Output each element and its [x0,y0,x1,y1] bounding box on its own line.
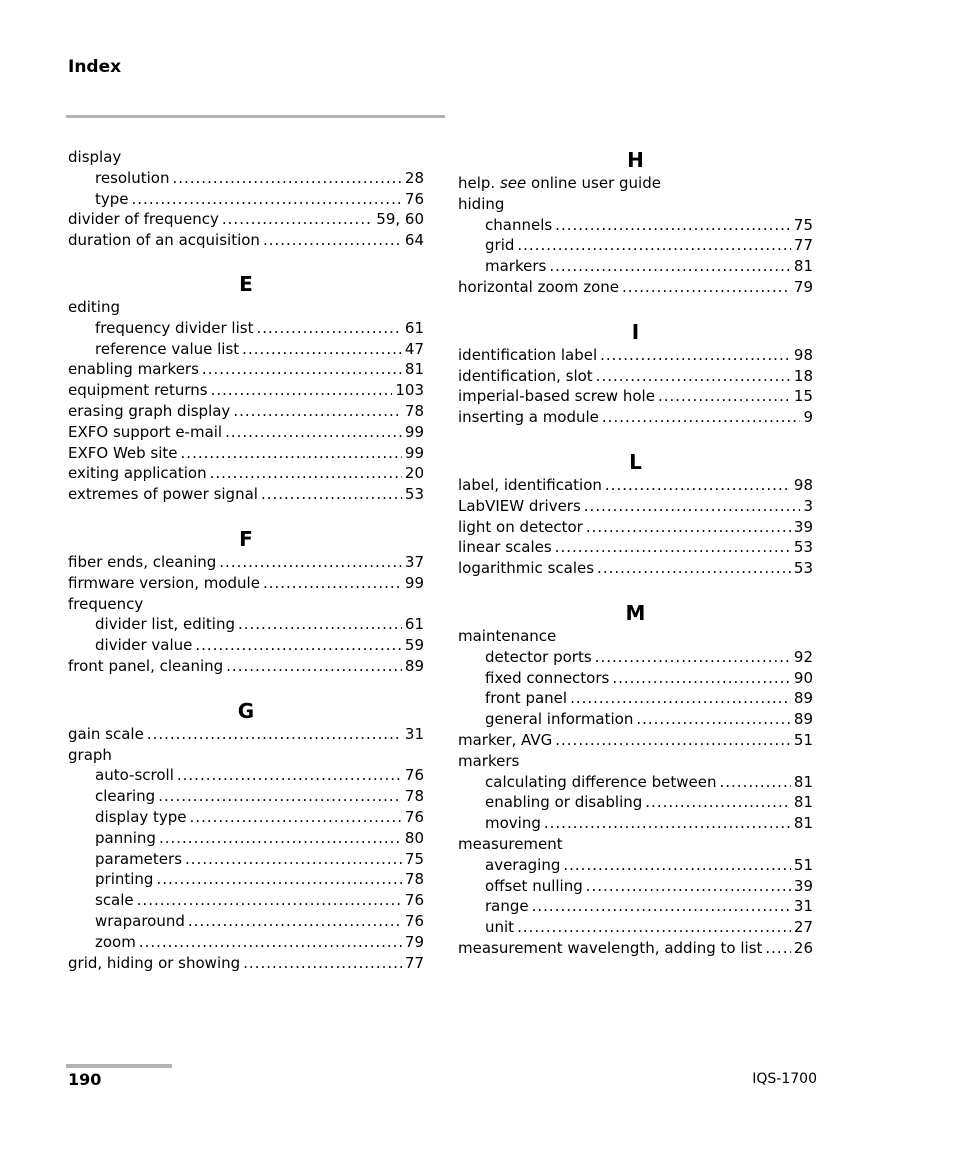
entry-page-number: 59, 60 [376,210,424,229]
index-subentry [68,911,424,932]
entry-term: maintenance [458,626,557,645]
entry-term: auto-scroll [95,766,174,785]
dot-leader [202,359,402,380]
entry-term: exiting application [68,464,207,483]
entry-page-number: 81 [793,257,813,276]
entry-term: front panel [485,689,568,708]
index-section [458,600,813,959]
entry-term: graph [68,745,112,764]
entry-page-number: 51 [793,730,813,749]
index-subentry [458,855,813,876]
index-entry [458,345,813,366]
entry-term: erasing graph display [68,401,231,420]
entry-page-number: 31 [404,724,424,743]
entry-page-number: 80 [404,828,424,847]
index-entry [68,297,424,318]
header-divider [66,115,445,118]
index-entry [68,594,424,615]
entry-page-number: 77 [793,236,813,255]
entry-term: wraparound [95,911,185,930]
index-entry [458,834,813,855]
entry-term: gain scale [68,724,144,743]
entry-term: linear scales [458,538,552,557]
entry-term: display type [95,807,187,826]
dot-leader [132,189,402,210]
footer-divider [66,1064,172,1068]
entry-page-number: 79 [404,932,424,951]
entry-term: general information [485,710,634,729]
index-section [68,698,424,974]
index-entry [458,386,813,407]
entry-page-number: 18 [793,366,813,385]
entry-term: enabling markers [68,360,199,379]
entry-page-number: 61 [404,318,424,337]
index-column-right [458,147,813,959]
dot-leader [222,209,373,230]
dot-leader [658,386,791,407]
index-section [68,147,424,251]
dot-leader [586,876,791,897]
entry-term: light on detector [458,517,583,536]
index-subentry [68,168,424,189]
index-entry [458,517,813,538]
index-entry [68,745,424,766]
dot-leader [139,932,402,953]
entry-page-number: 76 [404,807,424,826]
index-subentry [458,709,813,730]
entry-page-number: 27 [793,918,813,937]
dot-leader [645,792,791,813]
entry-page-number: 53 [404,485,424,504]
index-subentry [458,772,813,793]
entry-page-number: 75 [404,849,424,868]
entry-page-number: 53 [793,559,813,578]
page-number: 190 [68,1070,102,1089]
entry-term: fiber ends, cleaning [68,552,217,571]
index-section [68,271,424,505]
index-subentry [458,668,813,689]
entry-term: grid, hiding or showing [68,953,241,972]
entry-page-number: 47 [404,339,424,358]
entry-page-number: 98 [793,475,813,494]
entry-page-number: 3 [803,496,813,515]
index-entry [68,209,424,230]
entry-page-number: 37 [404,552,424,571]
index-section [68,526,424,677]
dot-leader [225,422,402,443]
dot-leader [190,807,402,828]
entry-term: inserting a module [458,408,599,427]
entry-term: EXFO support e-mail [68,422,223,441]
index-entry [458,366,813,387]
dot-leader [570,688,791,709]
entry-page-number: 89 [793,710,813,729]
dot-leader [242,339,402,360]
entry-term: frequency [68,594,144,613]
entry-term: editing [68,297,120,316]
index-entry [458,938,813,959]
entry-term: display [68,148,122,166]
index-subentry [68,635,424,656]
dot-leader [211,380,393,401]
dot-leader [256,318,401,339]
dot-leader [219,552,402,573]
entry-term: averaging [485,855,561,874]
index-column-left [68,147,424,973]
entry-page-number: 99 [404,573,424,592]
index-subentry [68,932,424,953]
entry-page-number: 89 [404,656,424,675]
index-subentry [458,256,813,277]
dot-leader [185,849,402,870]
entry-page-number: 28 [404,168,424,187]
entry-term: calculating difference between [485,772,717,791]
index-subentry [458,647,813,668]
entry-term: channels [485,215,553,234]
entry-page-number: 76 [404,189,424,208]
index-entry [458,475,813,496]
entry-page-number: 78 [404,401,424,420]
dot-leader [517,235,791,256]
entry-page-number: 26 [793,938,813,957]
entry-term: markers [485,257,547,276]
index-entry [68,463,424,484]
index-subentry [68,339,424,360]
entry-page-number: 81 [793,793,813,812]
dot-leader [195,635,402,656]
index-subentry [458,896,813,917]
index-entry [68,422,424,443]
index-subentry [458,813,813,834]
entry-term: detector ports [485,647,592,666]
index-subentry [68,786,424,807]
index-entry [458,173,813,194]
entry-term: hiding [458,194,505,213]
entry-term: scale [95,891,134,910]
dot-leader [159,828,402,849]
section-letter: M [625,600,646,625]
index-subentry [68,765,424,786]
entry-term: clearing [95,787,156,806]
index-entry [68,552,424,573]
entry-page-number: 79 [793,277,813,296]
entry-page-number: 20 [404,464,424,483]
index-entry [458,537,813,558]
dot-leader [555,215,791,236]
entry-term: enabling or disabling [485,793,643,812]
entry-term: help. see online user guide [458,174,661,192]
dot-leader [563,855,791,876]
entry-page-number: 98 [793,345,813,364]
entry-term: fixed connectors [485,668,610,687]
entry-page-number: 77 [404,953,424,972]
entry-term: resolution [95,168,170,187]
index-subentry [458,688,813,709]
entry-page-number: 76 [404,911,424,930]
index-entry [68,230,424,251]
entry-page-number: 76 [404,766,424,785]
entry-term: reference value list [95,339,240,358]
entry-term: parameters [95,849,183,868]
index-section [458,319,813,428]
entry-page-number: 81 [793,814,813,833]
section-letter: L [629,449,642,474]
index-subentry [68,828,424,849]
dot-leader [517,917,791,938]
dot-leader [765,938,791,959]
dot-leader [555,730,791,751]
section-letter: G [237,698,255,723]
dot-leader [181,443,402,464]
entry-term: unit [485,918,515,937]
index-entry [458,277,813,298]
dot-leader [595,647,791,668]
index-entry [68,724,424,745]
entry-page-number: 76 [404,891,424,910]
entry-page-number: 78 [404,787,424,806]
entry-page-number: 92 [793,647,813,666]
entry-term: duration of an acquisition [68,231,260,250]
index-entry [458,194,813,215]
dot-leader [226,656,402,677]
entry-term: horizontal zoom zone [458,277,619,296]
entry-page-number: 81 [793,772,813,791]
entry-page-number: 59 [404,636,424,655]
entry-page-number: 9 [803,408,813,427]
index-section [458,449,813,579]
dot-leader [605,475,791,496]
entry-page-number: 39 [793,517,813,536]
dot-leader [532,896,791,917]
entry-term: measurement [458,834,563,853]
dot-leader [263,573,402,594]
dot-leader [600,345,791,366]
entry-term: marker, AVG [458,730,553,749]
dot-leader [172,168,401,189]
index-entry [68,380,424,401]
entry-term: range [485,897,529,916]
dot-leader [602,407,801,428]
entry-term: imperial-based screw hole [458,387,655,406]
index-subentry [68,614,424,635]
entry-term: identification, slot [458,366,593,385]
dot-leader [596,366,791,387]
entry-term: divider list, editing [95,615,235,634]
index-entry [68,147,424,168]
entry-page-number: 103 [395,381,424,400]
entry-term: divider value [95,636,193,655]
dot-leader [261,484,402,505]
entry-term: LabVIEW drivers [458,496,581,515]
dot-leader [243,953,402,974]
entry-term: extremes of power signal [68,485,258,504]
dot-leader [156,869,401,890]
entry-term: EXFO Web site [68,443,178,462]
index-entry [68,359,424,380]
entry-term: divider of frequency [68,210,219,229]
section-letter: I [631,319,640,344]
section-letter: F [239,526,253,551]
entry-term: moving [485,814,541,833]
entry-page-number: 81 [404,360,424,379]
index-entry [68,573,424,594]
entry-term: front panel, cleaning [68,656,224,675]
entry-page-number: 39 [793,876,813,895]
document-id: IQS-1700 [752,1071,817,1087]
index-subentry [68,318,424,339]
entry-term: identification label [458,345,598,364]
entry-page-number: 31 [793,897,813,916]
entry-term: measurement wavelength, adding to list [458,938,763,957]
index-subentry [68,807,424,828]
section-letter: H [627,148,644,172]
dot-leader [137,890,402,911]
index-entry [68,484,424,505]
entry-term: firmware version, module [68,573,260,592]
entry-term: zoom [95,932,136,951]
entry-term: equipment returns [68,381,208,400]
index-entry [68,443,424,464]
entry-page-number: 61 [404,615,424,634]
dot-leader [612,668,791,689]
index-entry [458,751,813,772]
entry-page-number: 75 [793,215,813,234]
index-subentry [68,869,424,890]
dot-leader [544,813,791,834]
dot-leader [597,558,791,579]
dot-leader [210,463,402,484]
dot-leader [555,537,791,558]
index-entry [68,953,424,974]
entry-term: logarithmic scales [458,559,595,578]
dot-leader [622,277,791,298]
index-subentry [458,876,813,897]
entry-page-number: 99 [404,422,424,441]
index-subentry [458,235,813,256]
index-section [458,147,813,298]
entry-term: panning [95,828,156,847]
entry-term: label, identification [458,475,602,494]
index-subentry [458,792,813,813]
entry-term: type [95,189,129,208]
index-entry [458,626,813,647]
index-subentry [68,849,424,870]
index-subentry [458,917,813,938]
index-entry [458,730,813,751]
dot-leader [177,765,402,786]
dot-leader [549,256,791,277]
entry-page-number: 99 [404,443,424,462]
index-subentry [68,890,424,911]
dot-leader [636,709,791,730]
dot-leader [158,786,402,807]
dot-leader [188,911,402,932]
entry-term: offset nulling [485,876,583,895]
entry-page-number: 89 [793,689,813,708]
entry-term: printing [95,870,154,889]
entry-term: grid [485,236,515,255]
index-entry [458,407,813,428]
index-entry [458,496,813,517]
entry-page-number: 51 [793,855,813,874]
entry-page-number: 15 [793,387,813,406]
dot-leader [584,496,801,517]
index-entry [68,401,424,422]
index-subentry [68,189,424,210]
dot-leader [586,517,791,538]
index-entry [68,656,424,677]
entry-term: frequency divider list [95,318,254,337]
entry-term: markers [458,751,520,770]
index-entry [458,558,813,579]
dot-leader [720,772,791,793]
dot-leader [238,614,402,635]
dot-leader [147,724,402,745]
dot-leader [233,401,402,422]
index-subentry [458,215,813,236]
entry-page-number: 78 [404,870,424,889]
entry-page-number: 64 [404,231,424,250]
dot-leader [263,230,402,251]
section-letter: E [239,271,253,296]
entry-page-number: 53 [793,538,813,557]
page-header-title: Index [68,57,122,77]
entry-page-number: 90 [793,668,813,687]
